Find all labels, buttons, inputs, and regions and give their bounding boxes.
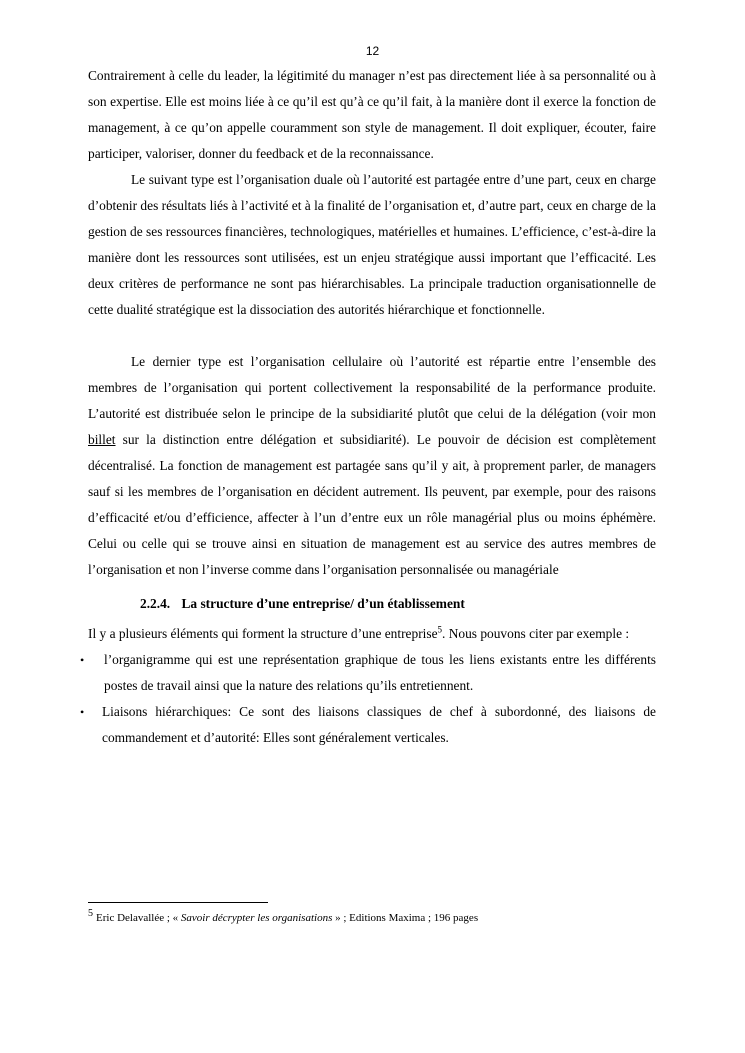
- page-number: 12: [365, 44, 380, 58]
- paragraph-spacer: [88, 323, 656, 349]
- paragraph-manager-legitimacy: Contrairement à celle du leader, la légitimité du manager n’est pas directement liée à sa personnalité ou à son expertise. Elle est moins liée à ce qu’il est qu’à ce qu’il fait, à la manière dont il exerce la fonction de management, à ce qu’on appelle couramment son style de management. Il doit expliquer, écouter, faire participer, valoriser, donner du feedback et de la reconnaissance.: [88, 68, 656, 161]
- section-heading: [140, 591, 656, 617]
- list-item: [80, 699, 656, 751]
- footnote-publisher: » ; Editions Maxima ; 196 pages: [335, 912, 479, 924]
- bullet-icon: •: [80, 653, 85, 667]
- paragraph-dual-organisation: Le suivant type est l’organisation duale où l’autorité est partagée entre d’une part, ceux en charge d’obtenir des résultats liés à l’activité et à la finalité de l’organisation et, d’autre part, ceux en charge de la gestion de ses ressources financières, technologiques, matérielles et humaines. L’efficience, c’est-à-dire la manière dont les ressources sont utilisées, est un enjeu stratégique aussi important que l’efficacité. Les deux critères de performance ne sont pas hiérarchisables. La principale traduction organisationnelle de cette dualité stratégique est la dissociation des autorités hiérarchique et fonctionnelle.: [88, 172, 657, 317]
- structure-elements-list: [80, 647, 656, 751]
- page-body: [80, 63, 657, 751]
- section-number: 2.2.4.: [140, 596, 171, 611]
- list-item-text: Liaisons hiérarchiques: Ce sont des liaisons classiques de chef à subordonné, des liaisons de commandement et d’autorité: Elles sont généralement verticales.: [102, 704, 656, 745]
- paragraph-cellular-organisation: [88, 349, 656, 583]
- section-intro-text-b: . Nous pouvons citer par exemple :: [442, 626, 630, 641]
- footnote-book-title: Savoir décrypter les organisations: [180, 912, 333, 924]
- billet-link[interactable]: billet: [88, 432, 116, 447]
- list-item: [80, 647, 656, 699]
- section-intro: [88, 621, 656, 647]
- list-item-text: l’organigramme qui est une représentation graphique de tous les liens existants entre les différents postes de travail ainsi que la nature des relations qu’ils entretiennent.: [104, 652, 656, 693]
- footnote-mark: 5: [88, 908, 93, 920]
- paragraph-cellular-text-b: sur la distinction entre délégation et subsidiarité). Le pouvoir de décision est complètement décentralisé. La fonction de management est partagée sans qu’il y ait, à proprement parler, de managers sauf si les membres de l’organisation en décident autrement. Ils peuvent, par exemple, pour des raisons d’efficacité et/ou d’efficience, affecter à l’un d’entre eux un rôle managérial plus ou moins éphémère. Celui ou celle qui se trouve ainsi en situation de management est au service des autres membres de l’organisation et non l’inverse comme dans l’organisation personnalisée ou managériale: [88, 432, 656, 577]
- footnote-divider: [88, 902, 268, 903]
- bullet-icon: •: [80, 705, 85, 719]
- paragraph-cellular-text-a: Le dernier type est l’organisation cellulaire où l’autorité est répartie entre l’ensemble des membres de l’organisation qui portent collectivement la responsabilité de la performance produite. L’autorité est distribuée selon le principe de la subsidiarité plutôt que celui de la délégation (voir mon: [88, 354, 656, 421]
- section-intro-text-a: Il y a plusieurs éléments qui forment la structure d’une entreprise: [88, 626, 438, 641]
- section-title: La structure d’une entreprise/ d’un établissement: [181, 596, 465, 611]
- footnote-reference[interactable]: 5: [437, 624, 443, 635]
- footnote: [88, 910, 478, 926]
- footnote-author: Eric Delavallée ; «: [96, 912, 179, 924]
